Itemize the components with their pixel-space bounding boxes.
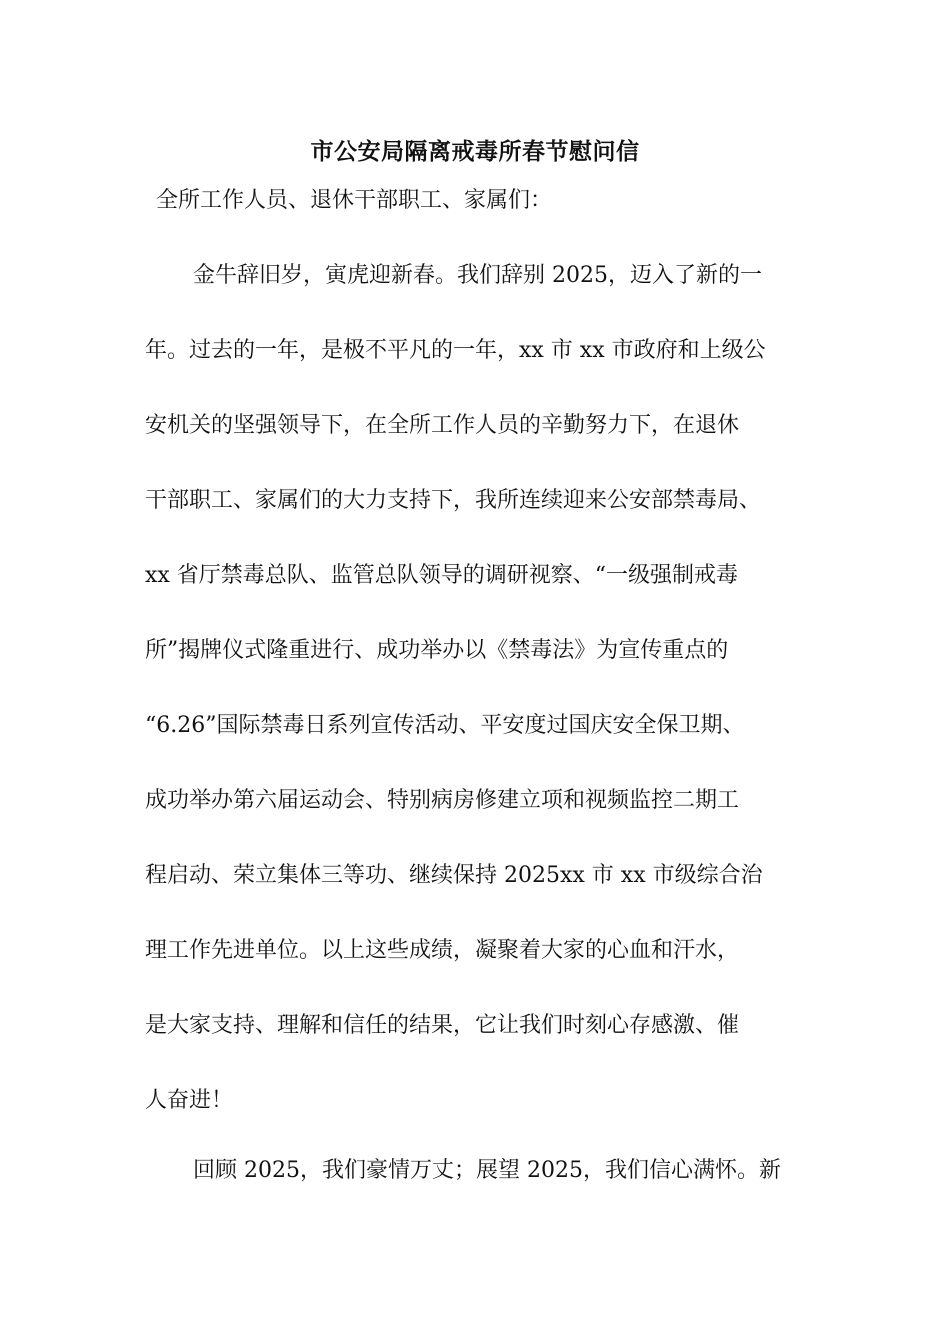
paragraph-line: 回顾 2025，我们豪情万丈；展望 2025，我们信心满怀。新 [193,1158,781,1183]
paragraph-line: “6.26”国际禁毒日系列宣传活动、平安度过国庆安全保卫期、 [145,713,745,738]
paragraph-2 [145,1155,825,1230]
paragraph-line: 金牛辞旧岁，寅虎迎新春。我们辞别 2025，迈入了新的一 [193,263,762,288]
paragraph-line: 成功举办第六届运动会、特别病房修建立项和视频监控二期工 [145,788,740,813]
paragraph-line: 程启动、荣立集体三等功、继续保持 2025xx 市 xx 市级综合治 [145,863,763,888]
paragraph-line: 干部职工、家属们的大力支持下，我所连续迎来公安部禁毒局、 [145,488,762,513]
paragraph-1 [145,260,825,1160]
paragraph-line: 所”揭牌仪式隆重进行、成功举办以《禁毒法》为宣传重点的 [145,638,729,663]
paragraph-line: 理工作先进单位。以上这些成绩，凝聚着大家的心血和汗水， [145,938,740,963]
paragraph-line: 安机关的坚强领导下，在全所工作人员的辛勤努力下，在退休 [145,413,740,438]
paragraph-line: 年。过去的一年，是极不平凡的一年，xx 市 xx 市政府和上级公 [145,338,766,363]
letter-title: 市公安局隔离戒毒所春节慰问信 [310,138,640,165]
paragraph-line: xx 省厅禁毒总队、监管总队领导的调研视察、“一级强制戒毒 [145,563,739,588]
paragraph-line: 人奋进！ [145,1088,234,1113]
letter-salutation: 全所工作人员、退休干部职工、家属们： [156,188,553,213]
paragraph-line: 是大家支持、理解和信任的结果，它让我们时刻心存感激、催 [145,1013,740,1038]
